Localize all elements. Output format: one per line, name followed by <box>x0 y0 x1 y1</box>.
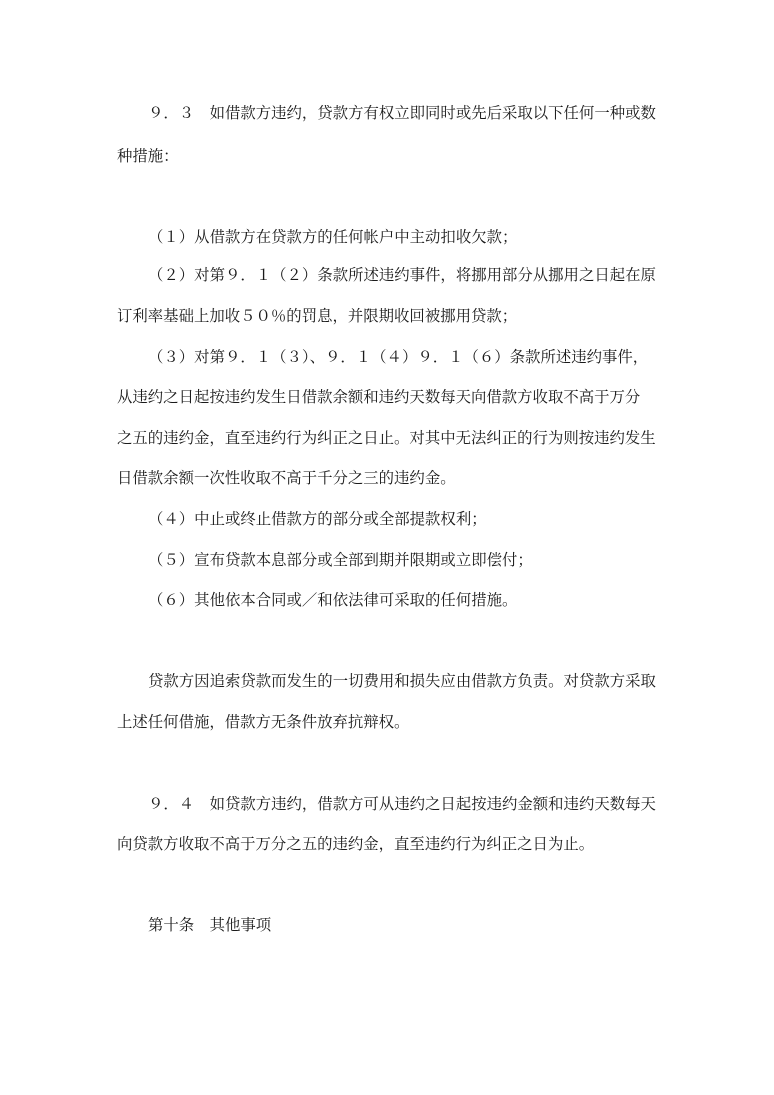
measure-2-line-2: 订利率基础上加收５０％的罚息，并限期收回被挪用贷款； <box>117 307 518 325</box>
clause-9-4-line-1: ９．４ 如贷款方违约，借款方可从违约之日起按违约金额和违约天数每天 <box>148 795 656 813</box>
measure-3-line-4: 日借款余额一次性收取不高于千分之三的违约金。 <box>117 469 456 487</box>
measure-2-line-1: （２）对第９．１（２）条款所述违约事件，将挪用部分从挪用之日起在原 <box>148 266 656 284</box>
measure-3-line-2: 从违约之日起按违约发生日借款余额和违约天数每天向借款方收取不高于万分 <box>117 388 641 406</box>
measure-5: （５）宣布贷款本息部分或全部到期并限期或立即偿付； <box>148 551 533 569</box>
expenses-line-1: 贷款方因追索贷款而发生的一切费用和损失应由借款方负责。对贷款方采取 <box>148 672 656 690</box>
clause-9-3-line-2: 种措施： <box>117 147 179 165</box>
expenses-line-2: 上述任何借施，借款方无条件放弃抗辩权。 <box>117 713 410 731</box>
measure-4: （４）中止或终止借款方的部分或全部提款权利； <box>148 510 487 528</box>
article-10-title: 第十条 其他事项 <box>148 916 272 934</box>
measure-1: （１）从借款方在贷款方的任何帐户中主动扣收欠款； <box>148 228 518 246</box>
measure-3-line-3: 之五的违约金，直至违约行为纠正之日止。对其中无法纠正的行为则按违约发生 <box>117 429 656 447</box>
measure-3-line-1: （３）对第９．１（３）、９．１（４）９．１（６）条款所述违约事件， <box>148 348 649 366</box>
clause-9-3-line-1: ９．３ 如借款方违约，贷款方有权立即同时或先后采取以下任何一种或数 <box>148 104 656 122</box>
measure-6: （６）其他依本合同或／和依法律可采取的任何措施。 <box>148 591 518 609</box>
clause-9-4-line-2: 向贷款方收取不高于万分之五的违约金，直至违约行为纠正之日为止。 <box>117 835 595 853</box>
